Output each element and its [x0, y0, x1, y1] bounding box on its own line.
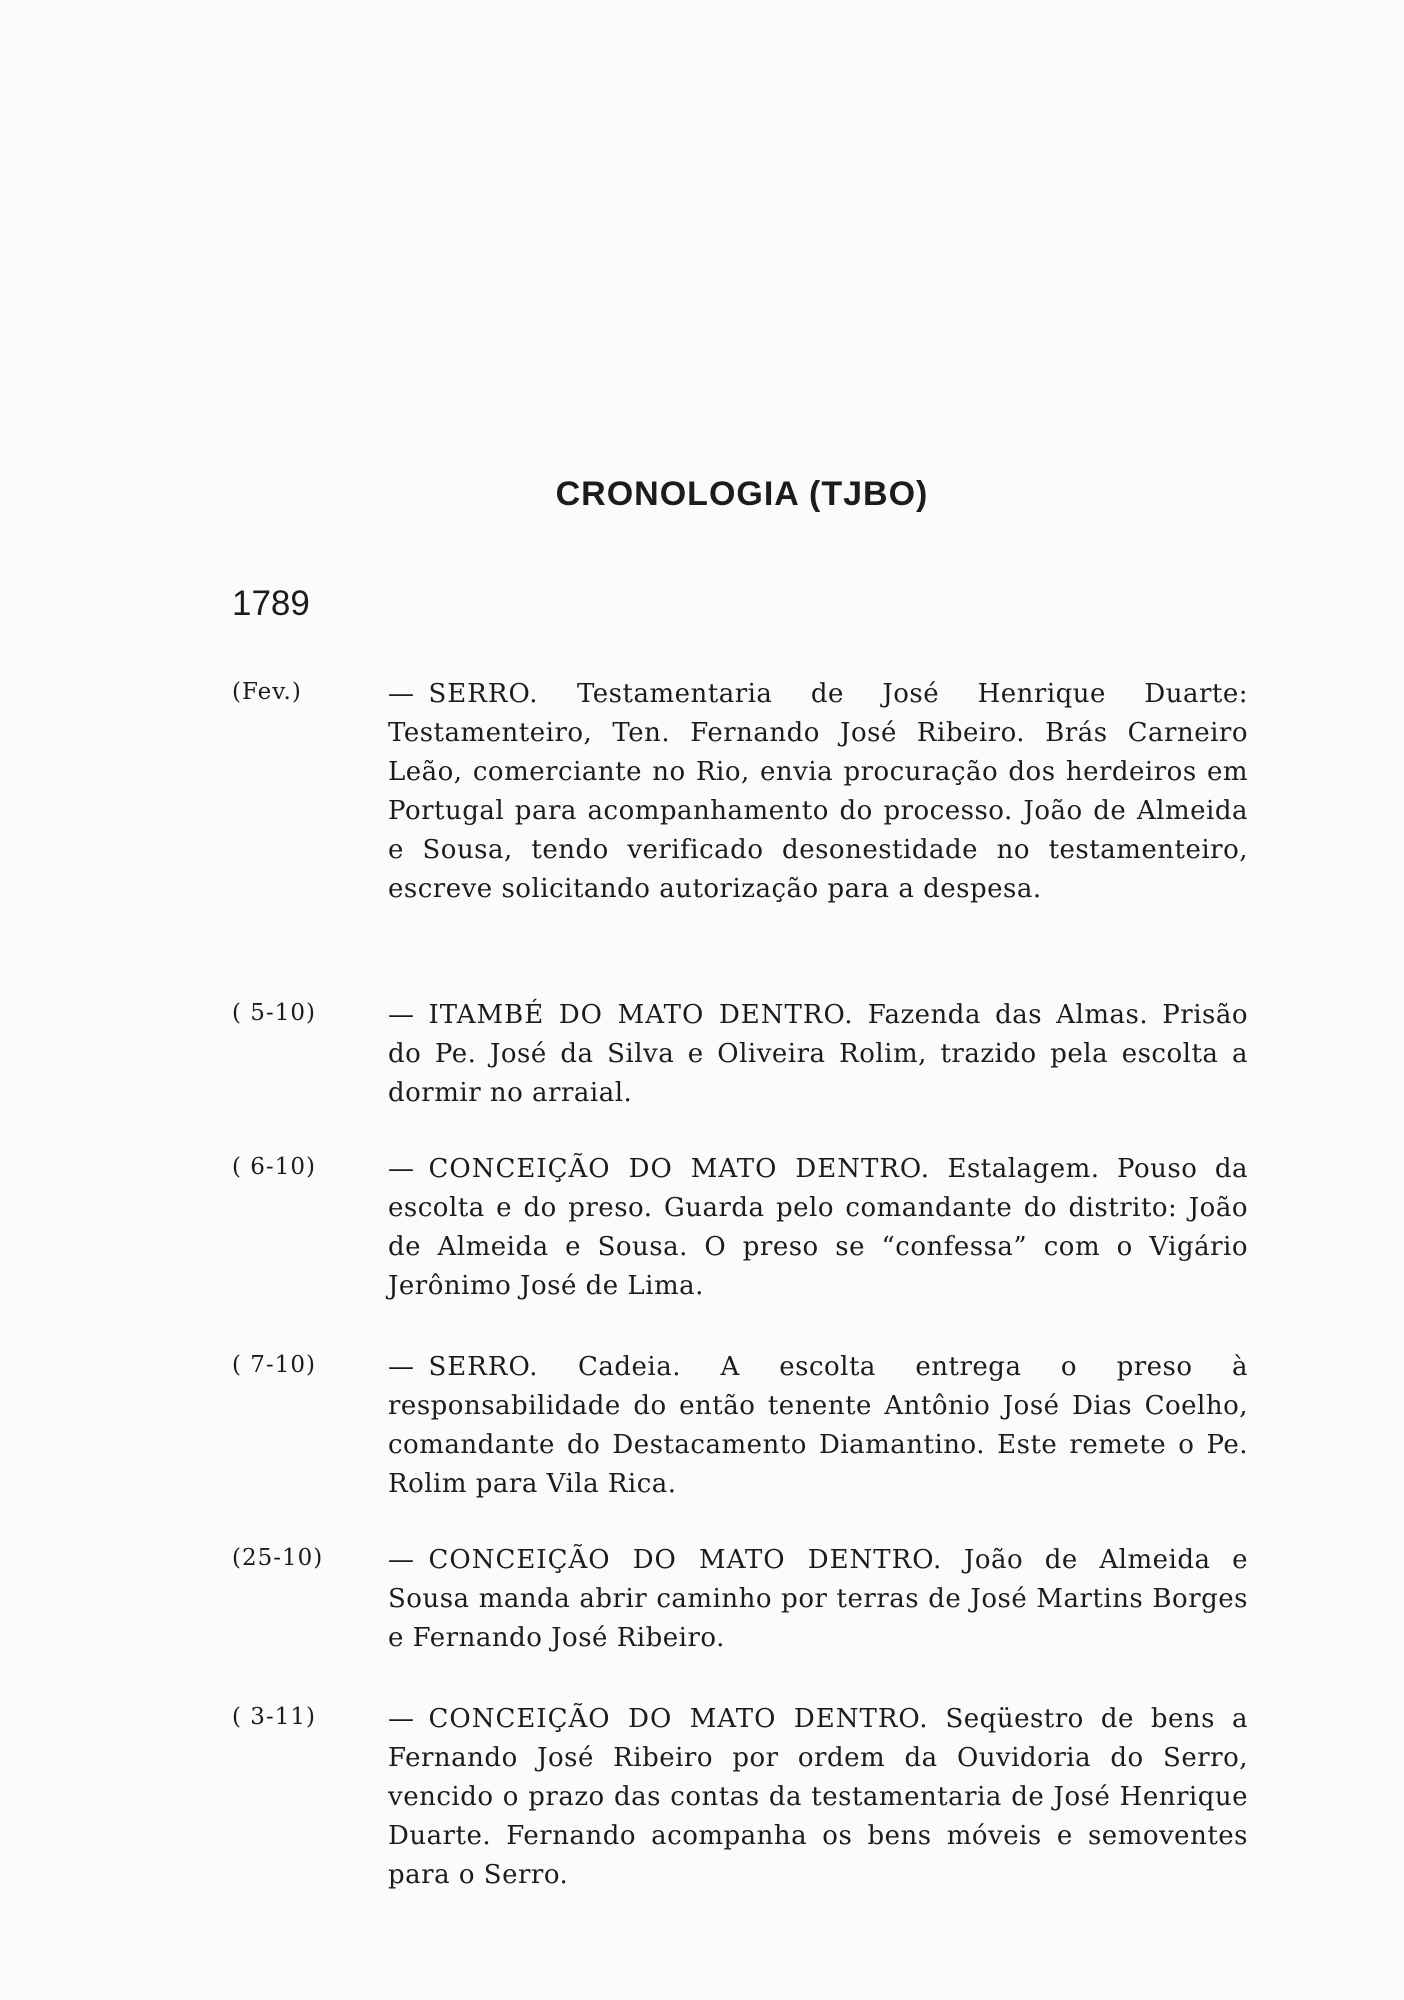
entry-body: Cadeia. A escolta entrega o preso à responsabilidade do então tenente Antônio José Dias Coelho, comandante do Destacamento Diamantino. Este remete o Pe. Rolim para Vila Rica. — [388, 1352, 1248, 1499]
entry-dash: — — [388, 1154, 415, 1184]
entry-date: ( 7-10) — [232, 1352, 316, 1378]
entry-text — [388, 1700, 1248, 1895]
entry-dash: — — [388, 1352, 415, 1382]
entry-date: ( 3-11) — [232, 1704, 316, 1730]
entry-text — [388, 1541, 1248, 1658]
entry-place: CONCEIÇÃO DO MATO DENTRO. — [428, 1154, 930, 1184]
entry-place: CONCEIÇÃO DO MATO DENTRO. — [428, 1545, 943, 1575]
entry-place: CONCEIÇÃO DO MATO DENTRO. — [428, 1704, 929, 1734]
year-heading: 1789 — [232, 584, 310, 623]
entry-date: (Fev.) — [232, 679, 302, 705]
entry-body: Seqüestro de bens a Fernando José Ribeiro por ordem da Ouvidoria do Serro, vencido o prazo das contas da testamentaria de José Henrique Duarte. Fernando acompanha os bens móveis e semoventes para o Serro. — [388, 1704, 1249, 1890]
entry-body: Testamentaria de José Henrique Duarte: Testamenteiro, Ten. Fernando José Ribeiro. Brás Carneiro Leão, comerciante no Rio, envia procuração dos herdeiros em Portugal para acompanhamento do processo. João de Almeida e Sousa, tendo verificado desonestidade no testamenteiro, escreve solicitando autorização para a despesa. — [388, 679, 1248, 904]
entry-dash: — — [388, 1000, 415, 1030]
page-title: CRONOLOGIA (TJBO) — [555, 474, 929, 513]
entry-date: ( 6-10) — [232, 1154, 316, 1180]
entry-text — [388, 1150, 1248, 1306]
entry-dash: — — [388, 1704, 415, 1734]
entry-date: ( 5-10) — [232, 1000, 316, 1026]
entry-place: ITAMBÉ DO MATO DENTRO. — [428, 1000, 854, 1030]
entry-body: Fazenda das Almas. Prisão do Pe. José da Silva e Oliveira Rolim, trazido pela escolta a dormir no arraial. — [388, 1000, 1249, 1108]
entry-text — [388, 675, 1248, 909]
entry-place: SERRO. — [428, 679, 539, 709]
entry-dash: — — [388, 1545, 415, 1575]
entry-date: (25-10) — [232, 1545, 324, 1571]
entry-text — [388, 1348, 1248, 1504]
entry-body: João de Almeida e Sousa manda abrir caminho por terras de José Martins Borges e Fernando José Ribeiro. — [388, 1545, 1248, 1653]
entry-dash: — — [388, 679, 415, 709]
entry-text — [388, 996, 1248, 1113]
entry-place: SERRO. — [428, 1352, 539, 1382]
entry-body: Estalagem. Pouso da escolta e do preso. Guarda pelo comandante do distrito: João de Almeida e Sousa. O preso se “confessa” com o Vigário Jerônimo José de Lima. — [388, 1154, 1248, 1301]
